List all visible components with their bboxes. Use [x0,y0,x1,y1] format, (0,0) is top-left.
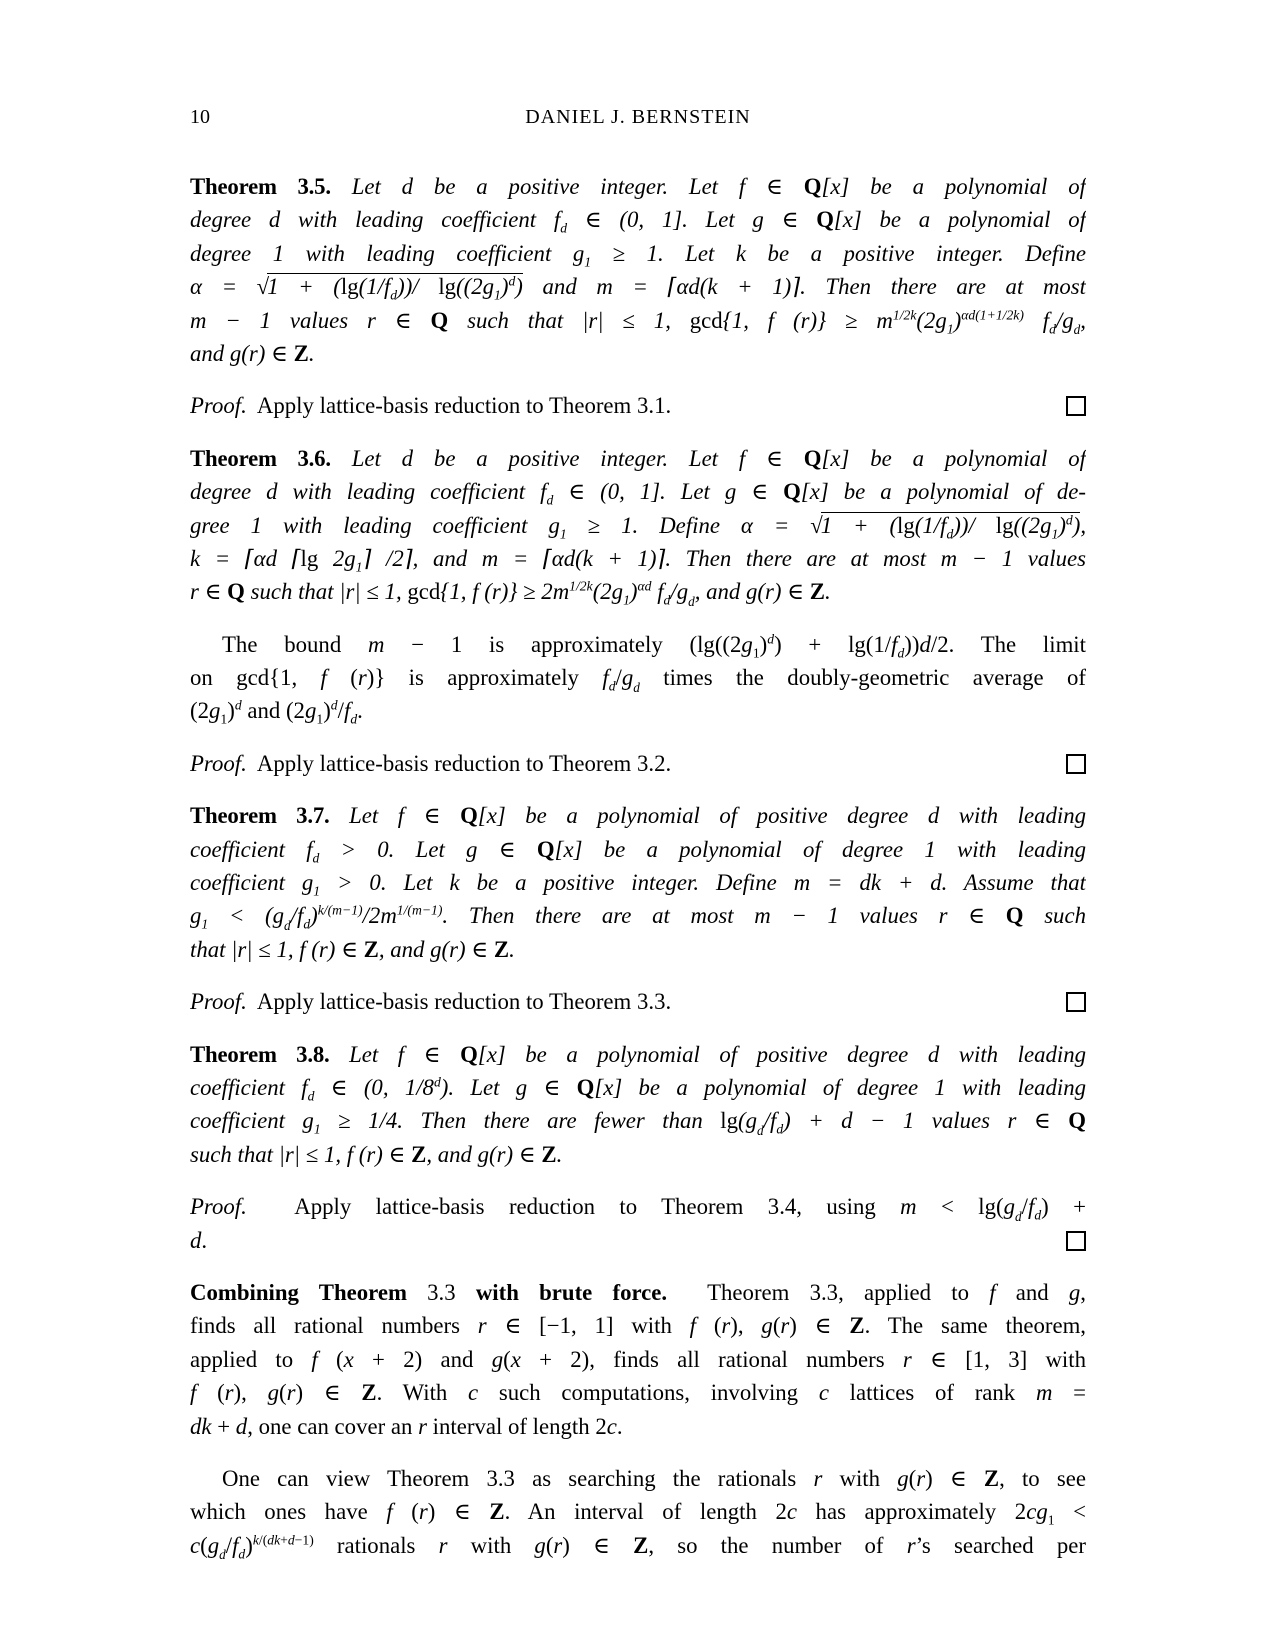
page-header [190,106,1086,132]
text-line: finds all rational numbers r ∈ [−1, 1] with f (r), g(r) ∈ Z. The same theorem, [190,1313,1086,1339]
text-line: and g(r) ∈ Z. [190,340,315,366]
text-line: $\alpha = √1 + (\lg(1/f_d))/$ $\lg((2g_1)^d)$ and m = ⌈αd(k + 1)⌉. Then there are at most [190,273,1086,303]
text-line: that |r| ≤ 1, f (r) ∈ Z, and g(r) ∈ Z. [190,936,515,962]
text-line: m − 1 values r ∈ Q such that |r| ≤ 1, gcd{1, f $(r)\} \ge m^{1/2k}(2g_1)^{\alpha d(1+1/2k)}$ $f_d/g$ d , [190,306,1086,337]
text-line: such that |r| ≤ 1, f (r) ∈ Z, and g(r) ∈ Z. [190,1141,563,1167]
text-line: f (r), g(r) ∈ Z. With c such computations, involving c lattices of rank m = [190,1380,1086,1406]
text-line: coefficient $f_d > 0$. Let g ∈ Q[x] be a polynomial of degree 1 with leading [190,836,1086,866]
page-body [190,170,1086,1562]
text-line: k = ⌈αd ⌈lg $2g_1⌉$ /2⌉, and m = ⌈αd(k + 1)⌉. Then there are at most m − 1 values [190,545,1086,575]
text-line: Theorem 3.8. Let f ∈ Q[x] be a polynomial of positive degree d with leading [190,1041,1086,1067]
text-line: coefficient $g_1 > 0$. Let k be a positive integer. Define m = dk + d. Assume that [190,870,1086,899]
text-line: Theorem 3.6. Let d be a positive integer. Let f ∈ Q[x] be a polynomial of [190,445,1086,471]
text-line: c(g d $/f_d)^{k/(dk+d-1)}$ rationals r with g(r) ∈ Z, so the number of r’s searched per [190,1532,1086,1563]
text-line: $(2g_1)^d$ and $(2g_1)^d/f_d$. [190,697,363,728]
text-line: Proof. Apply lattice-basis reduction to Theorem 3.2. [190,747,1086,780]
para-combining-brute-force [190,1276,1086,1443]
text-line: Combining Theorem 3.3 with brute force. Theorem 3.3, applied to f and g, [190,1279,1086,1305]
theorem-3-7 [190,799,1086,966]
text-line: dk + d, one can cover an r interval of length 2c. [190,1413,623,1439]
text-line: degree 1 with leading coefficient $g_1 \ge 1$. Let k be a positive integer. Define [190,240,1086,270]
text-line: One can view Theorem 3.3 as searching the rationals r with g(r) ∈ Z, to see [222,1465,1086,1491]
page-number: 10 [190,106,210,128]
text-line: coefficient $f_d$ ∈ (0, 1/8$^d$). Let g ∈ Q[x] be a polynomial of degree 1 with leading [190,1074,1086,1104]
text-line: $g_1 < (g$ d $/f_d)^{k/(m-1)}/2m^{1/(m-1)}$. Then there are at most m − 1 values r ∈ Q such [190,902,1086,933]
qed-box [1066,754,1086,774]
text-line: Theorem 3.7. Let f ∈ Q[x] be a polynomial of positive degree d with leading [190,803,1086,829]
running-title: DANIEL J. BERNSTEIN [525,106,751,128]
text-line: coefficient $g_1 \ge 1/4$. Then there are fewer than lg(g d $/f_d) + d - 1$ values r ∈ Q [190,1108,1086,1138]
proof-3-5 [190,389,1086,422]
text-line: gree 1 with leading coefficient $g_1 \ge 1$. Define $\alpha = √1 + (\lg(1/f_d))/$ $\lg((2g_1)^d)$, [190,511,1086,542]
text-line: Proof. Apply lattice-basis reduction to Theorem 3.4, using m < lg(g d $/f_d$) + [190,1194,1086,1224]
text-line: The bound m − 1 is approximately $(\lg((2g_1)^d) + \lg(1/f_d))d/2$. The limit [222,631,1086,661]
text-line: degree d with leading coefficient $f_d$ ∈ (0, 1]. Let g ∈ Q[x] be a polynomial of [190,207,1086,236]
theorem-3-8 [190,1038,1086,1172]
theorem-3-6 [190,442,1086,609]
text-line: d. [190,1224,1086,1257]
proof-3-8 [190,1190,1086,1257]
para-search-rationals [190,1462,1086,1562]
qed-box [1066,396,1086,416]
text-line: Proof. Apply lattice-basis reduction to Theorem 3.3. [190,985,1086,1018]
text-line: Theorem 3.5. Let d be a positive integer. Let f ∈ Q[x] be a polynomial of [190,174,1086,199]
text-line: applied to f (x + 2) and g(x + 2), finds all rational numbers r ∈ [1, 3] with [190,1346,1086,1372]
text-line: which ones have f (r) ∈ Z. An interval of length 2c has approximately $2cg_1$ < [190,1499,1086,1528]
text-line: on gcd{1, f (r)} is approximately $f_d/g$ d times the doubly-geometric average of [190,665,1086,695]
text-line: degree d with leading coefficient $f_d$ ∈ (0, 1]. Let g ∈ Q[x] be a polynomial of de- [190,479,1086,508]
theorem-3-5 [190,170,1086,370]
para-bound [190,628,1086,728]
proof-3-7 [190,985,1086,1018]
text-line: r ∈ Q such that |r| ≤ 1, gcd{1, f $(r)\} \ge 2m^{1/2k}(2g_1)^{\alpha d}$ $f_d/g$ d , and g(r) ∈ Z. [190,578,831,609]
proof-3-6 [190,747,1086,780]
qed-box [1066,992,1086,1012]
qed-box [1066,1231,1086,1251]
text-line: Proof. Apply lattice-basis reduction to Theorem 3.1. [190,389,1086,422]
